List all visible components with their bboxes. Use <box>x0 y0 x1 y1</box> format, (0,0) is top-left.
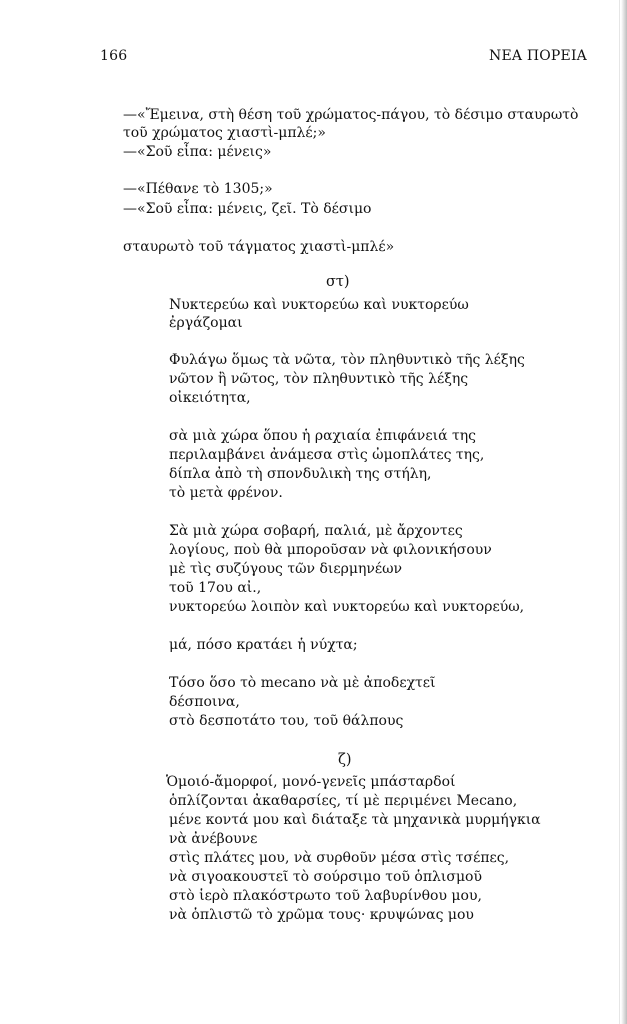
poem-line: μένε κοντά μου καὶ διάταξε τὰ μηχανικὰ μυρμήγκια <box>169 812 541 828</box>
poem-line: νὰ σιγοακουστεῖ τὸ σούρσιμο τοῦ ὁπλισμοῦ <box>169 869 482 885</box>
dialogue-line: —«Σοῦ εἶπα: μένεις, ζεῖ. Τὸ δέσιμο <box>123 201 372 217</box>
poem-line: νὰ ὁπλιστῶ τὸ χρῶμα τους· κρυψώνας μου <box>169 907 474 923</box>
dialogue-line: σταυρωτὸ τοῦ τάγματος χιαστὶ-μπλέ» <box>123 239 395 255</box>
poem-line: λογίους, ποὺ θὰ μποροῦσαν νὰ φιλονικήσουν <box>169 542 492 558</box>
poem-line: Τόσο ὅσο τὸ mecano νὰ μὲ ἀποδεχτεῖ <box>169 675 436 691</box>
dialogue-line: —«Πέθανε τὸ 1305;» <box>123 181 273 197</box>
page-edge-line <box>619 0 620 1024</box>
poem-line: Σὰ μιὰ χώρα σοβαρή, παλιά, μὲ ἄρχοντες <box>169 523 463 539</box>
dialogue-line: τοῦ χρώματος χιαστὶ-μπλέ;» <box>123 125 326 141</box>
running-title: ΝΕΑ ΠΟΡΕΙΑ <box>489 48 587 64</box>
poem-line: μά, πόσο κρατάει ἡ νύχτα; <box>169 637 358 653</box>
poem-line: Φυλάγω ὅμως τὰ νῶτα, τὸν πληθυντικὸ τῆς λέξης <box>169 352 525 368</box>
poem-line: περιλαμβάνει ἀνάμεσα στὶς ὠμοπλάτες της, <box>169 447 485 463</box>
poem-line: οἰκειότητα, <box>169 390 251 406</box>
poem-line: ἐργάζομαι <box>169 315 243 331</box>
section-marker-z: ζ) <box>338 752 352 768</box>
poem-line: Νυκτερεύω καὶ νυκτορεύω καὶ νυκτορεύω <box>169 297 469 313</box>
poem-line: μὲ τὶς συζύγους τῶν διερμηνέων <box>169 561 403 577</box>
page-edge-shadow <box>621 0 627 1024</box>
poem-line: στὶς πλάτες μου, νὰ συρθοῦν μέσα στὶς τσέπες, <box>169 850 510 866</box>
poem-line: νῶτον ἢ νῶτος, τὸν πληθυντικὸ τῆς λέξης <box>169 371 469 387</box>
poem-line: στὸ ἱερὸ πλακόστρωτο τοῦ λαβυρίνθου μου, <box>169 888 482 904</box>
dialogue-line: —«Ἔμεινα, στὴ θέση τοῦ χρώματος-πάγου, τὸ δέσιμο σταυρωτὸ <box>123 107 579 123</box>
poem-line: δέσποινα, <box>169 694 240 710</box>
poem-line: σὰ μιὰ χώρα ὅπου ἡ ραχιαία ἐπιφάνειά της <box>169 428 476 444</box>
poem-line: στὸ δεσποτάτο του, τοῦ θάλπους <box>169 713 404 729</box>
poem-line: νυκτορεύω λοιπὸν καὶ νυκτορεύω καὶ νυκτορεύω, <box>169 599 525 615</box>
poem-line: τοῦ 17ου αἰ., <box>169 580 262 596</box>
section-marker-st: στ) <box>326 274 350 290</box>
poem-line: δίπλα ἀπὸ τὴ σπονδυλικὴ της στήλη, <box>169 466 432 482</box>
poem-line: νὰ ἀνέβουνε <box>169 831 258 847</box>
page-number: 166 <box>100 48 128 64</box>
dialogue-line: —«Σοῦ εἶπα: μένεις» <box>123 144 272 160</box>
poem-line: ὁπλίζονται ἀκαθαρσίες, τί μὲ περιμένει Mecano, <box>169 793 518 809</box>
poem-line: τὸ μετὰ φρένον. <box>169 485 283 501</box>
poem-line: Ὁμοιό-ἄμορφοί, μονό-γενεῖς μπάσταρδοί <box>166 774 456 790</box>
